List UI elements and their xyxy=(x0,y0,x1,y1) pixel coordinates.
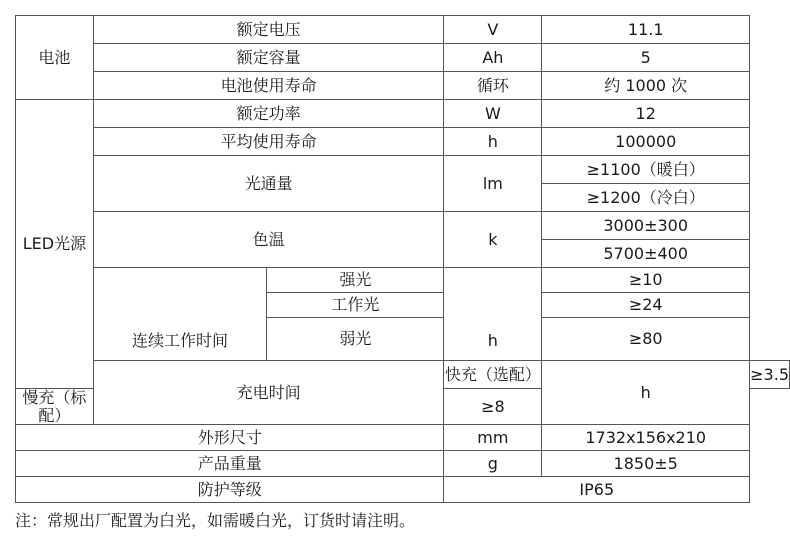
battery-group-label: 电池 xyxy=(16,16,94,100)
dimensions-value: 1732x156x210 xyxy=(542,425,750,451)
working-mode-strong-label: 强光 xyxy=(267,268,444,293)
table-row xyxy=(16,72,790,100)
charging-fast-value: ≥3.5 xyxy=(750,361,790,389)
charging-time-label: 充电时间 xyxy=(93,361,444,425)
table-row xyxy=(16,425,790,451)
table-row xyxy=(16,212,790,240)
dimensions-label: 外形尺寸 xyxy=(16,425,444,451)
rated-capacity-label: 额定容量 xyxy=(93,44,444,72)
working-mode-weak-label: 弱光 xyxy=(267,318,444,361)
working-mode-work-value: ≥24 xyxy=(542,293,750,318)
table-row xyxy=(16,128,790,156)
weight-label: 产品重量 xyxy=(16,451,444,477)
table-row xyxy=(16,156,790,184)
table-row xyxy=(16,100,790,128)
working-time-unit: h xyxy=(444,268,542,361)
table-row xyxy=(16,44,790,72)
luminous-flux-cool-value: ≥1200（冷白） xyxy=(542,184,750,212)
color-temp-unit: k xyxy=(444,212,542,268)
weight-value: 1850±5 xyxy=(542,451,750,477)
table-row xyxy=(16,451,790,477)
charging-fast-label: 快充（选配） xyxy=(444,361,542,389)
charging-slow-label: 慢充（标配） xyxy=(16,389,94,425)
table-row xyxy=(16,477,790,503)
charging-time-unit: h xyxy=(542,361,750,425)
working-mode-weak-value: ≥80 xyxy=(542,318,750,361)
table-row xyxy=(16,16,790,44)
working-mode-strong-value: ≥10 xyxy=(542,268,750,293)
cycle-life-label: 电池使用寿命 xyxy=(93,72,444,100)
working-mode-work-label: 工作光 xyxy=(267,293,444,318)
luminous-flux-warm-value: ≥1100（暖白） xyxy=(542,156,750,184)
dimensions-unit: mm xyxy=(444,425,542,451)
cycle-life-unit: 循环 xyxy=(444,72,542,100)
spec-table xyxy=(15,15,790,503)
rated-power-value: 12 xyxy=(542,100,750,128)
rated-voltage-unit: V xyxy=(444,16,542,44)
color-temp-warm-value: 3000±300 xyxy=(542,212,750,240)
color-temp-cool-value: 5700±400 xyxy=(542,240,750,268)
protection-value: IP65 xyxy=(444,477,750,503)
rated-capacity-value: 5 xyxy=(542,44,750,72)
cycle-life-value: 约 1000 次 xyxy=(542,72,750,100)
working-time-label: 连续工作时间 xyxy=(93,268,266,361)
led-group-label: LED光源 xyxy=(16,100,94,389)
table-row xyxy=(16,361,790,389)
luminous-flux-unit: lm xyxy=(444,156,542,212)
avg-life-value: 100000 xyxy=(542,128,750,156)
rated-power-unit: W xyxy=(444,100,542,128)
color-temp-label: 色温 xyxy=(93,212,444,268)
rated-voltage-label: 额定电压 xyxy=(93,16,444,44)
weight-unit: g xyxy=(444,451,542,477)
charging-slow-value: ≥8 xyxy=(444,389,542,425)
protection-label: 防护等级 xyxy=(16,477,444,503)
table-row xyxy=(16,268,790,293)
rated-power-label: 额定功率 xyxy=(93,100,444,128)
rated-capacity-unit: Ah xyxy=(444,44,542,72)
rated-voltage-value: 11.1 xyxy=(542,16,750,44)
luminous-flux-label: 光通量 xyxy=(93,156,444,212)
avg-life-label: 平均使用寿命 xyxy=(93,128,444,156)
avg-life-unit: h xyxy=(444,128,542,156)
footnote: 注：常规出厂配置为白光，如需暖白光，订货时请注明。 xyxy=(15,511,416,530)
